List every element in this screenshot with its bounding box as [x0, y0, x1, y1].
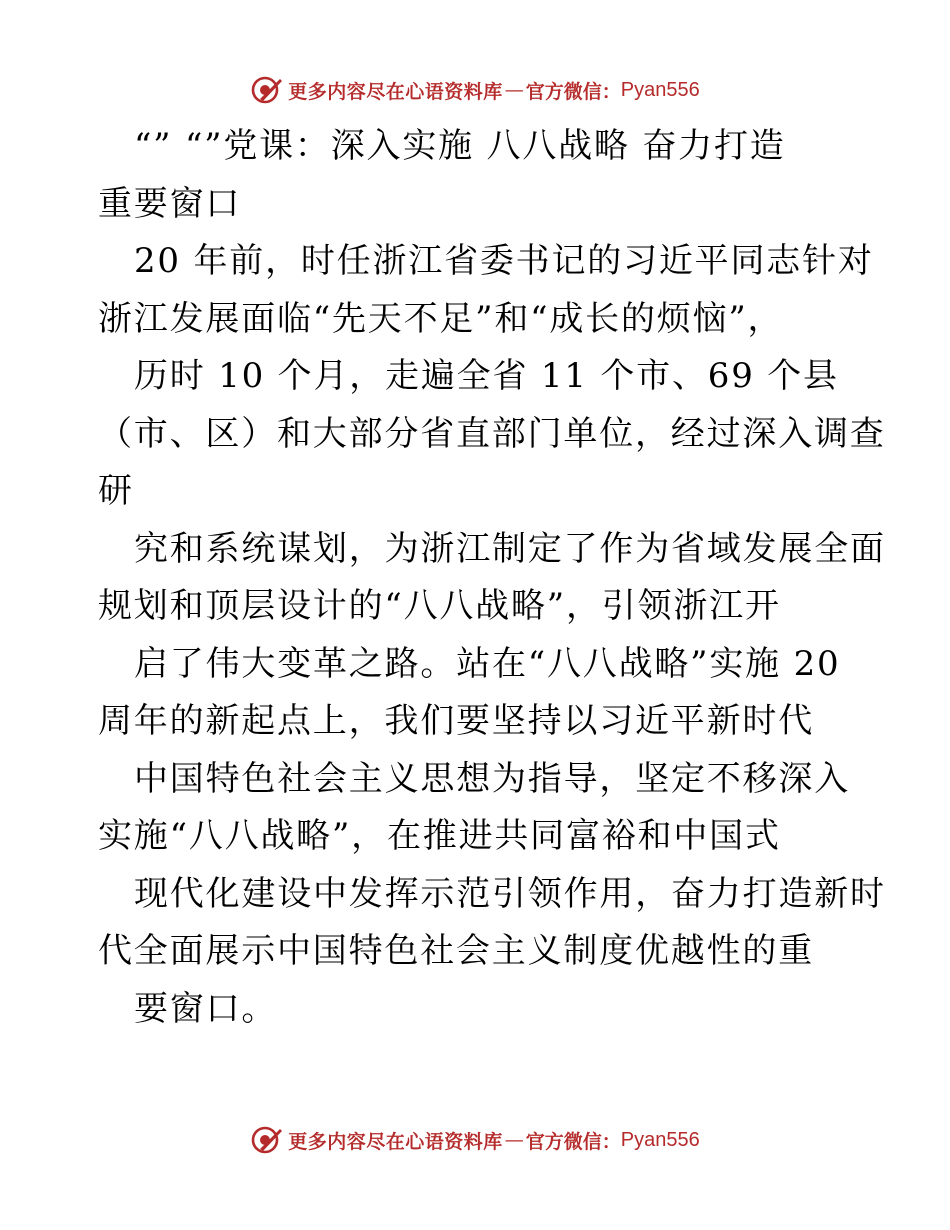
- title-line-2: 重要窗口: [98, 183, 242, 224]
- text-line: 要窗口。: [134, 988, 278, 1029]
- text-line: 现代化建设中发挥示范引领作用，奋力打造新时: [134, 873, 886, 914]
- text-line: 启了伟大变革之路。站在“八八战略”实施 20: [134, 643, 841, 684]
- watermark-label: 官方微信：: [525, 1130, 621, 1153]
- watermark-label: 官方微信：: [525, 80, 621, 103]
- text-line: 周年的新起点上，我们要坚持以习近平新时代: [98, 701, 814, 741]
- text-line: 历时 10 个月，走遍全省 11 个市、69 个县: [134, 356, 839, 396]
- header-watermark: [0, 70, 950, 110]
- text-line: 中国特色社会主义思想为指导，坚定不移深入: [134, 758, 850, 799]
- watermark-separator: —: [504, 79, 524, 101]
- text-line: 究和系统谋划，为浙江制定了作为省域发展全面: [134, 528, 886, 569]
- pen-logo-icon: [250, 73, 284, 107]
- text-line: 20 年前，时任浙江省委书记的习近平同志针对: [134, 241, 874, 281]
- text-line: （市、区）和大部分省直部门单位，经过深入调查: [98, 413, 886, 454]
- watermark-account: Pyan556: [620, 78, 700, 101]
- watermark-site: 更多内容尽在心语资料库: [288, 1130, 503, 1153]
- text-line: 规划和顶层设计的“八八战略”，引领浙江开: [98, 586, 781, 626]
- text-line: 代全面展示中国特色社会主义制度优越性的重: [98, 931, 814, 971]
- watermark-account: Pyan556: [620, 1128, 700, 1151]
- title-line-1: “” “”党课：深入实施 八八战略 奋力打造: [134, 126, 786, 166]
- text-line: 研: [98, 471, 134, 511]
- watermark-site: 更多内容尽在心语资料库: [288, 80, 503, 103]
- watermark-separator: —: [504, 1129, 524, 1151]
- text-line: 浙江发展面临“先天不足”和“成长的烦恼”，: [98, 298, 784, 339]
- footer-watermark: [0, 1120, 950, 1160]
- pen-logo-icon: [250, 1123, 284, 1157]
- document-body: [98, 118, 898, 1038]
- text-line: 实施“八八战略”，在推进共同富裕和中国式: [98, 816, 781, 856]
